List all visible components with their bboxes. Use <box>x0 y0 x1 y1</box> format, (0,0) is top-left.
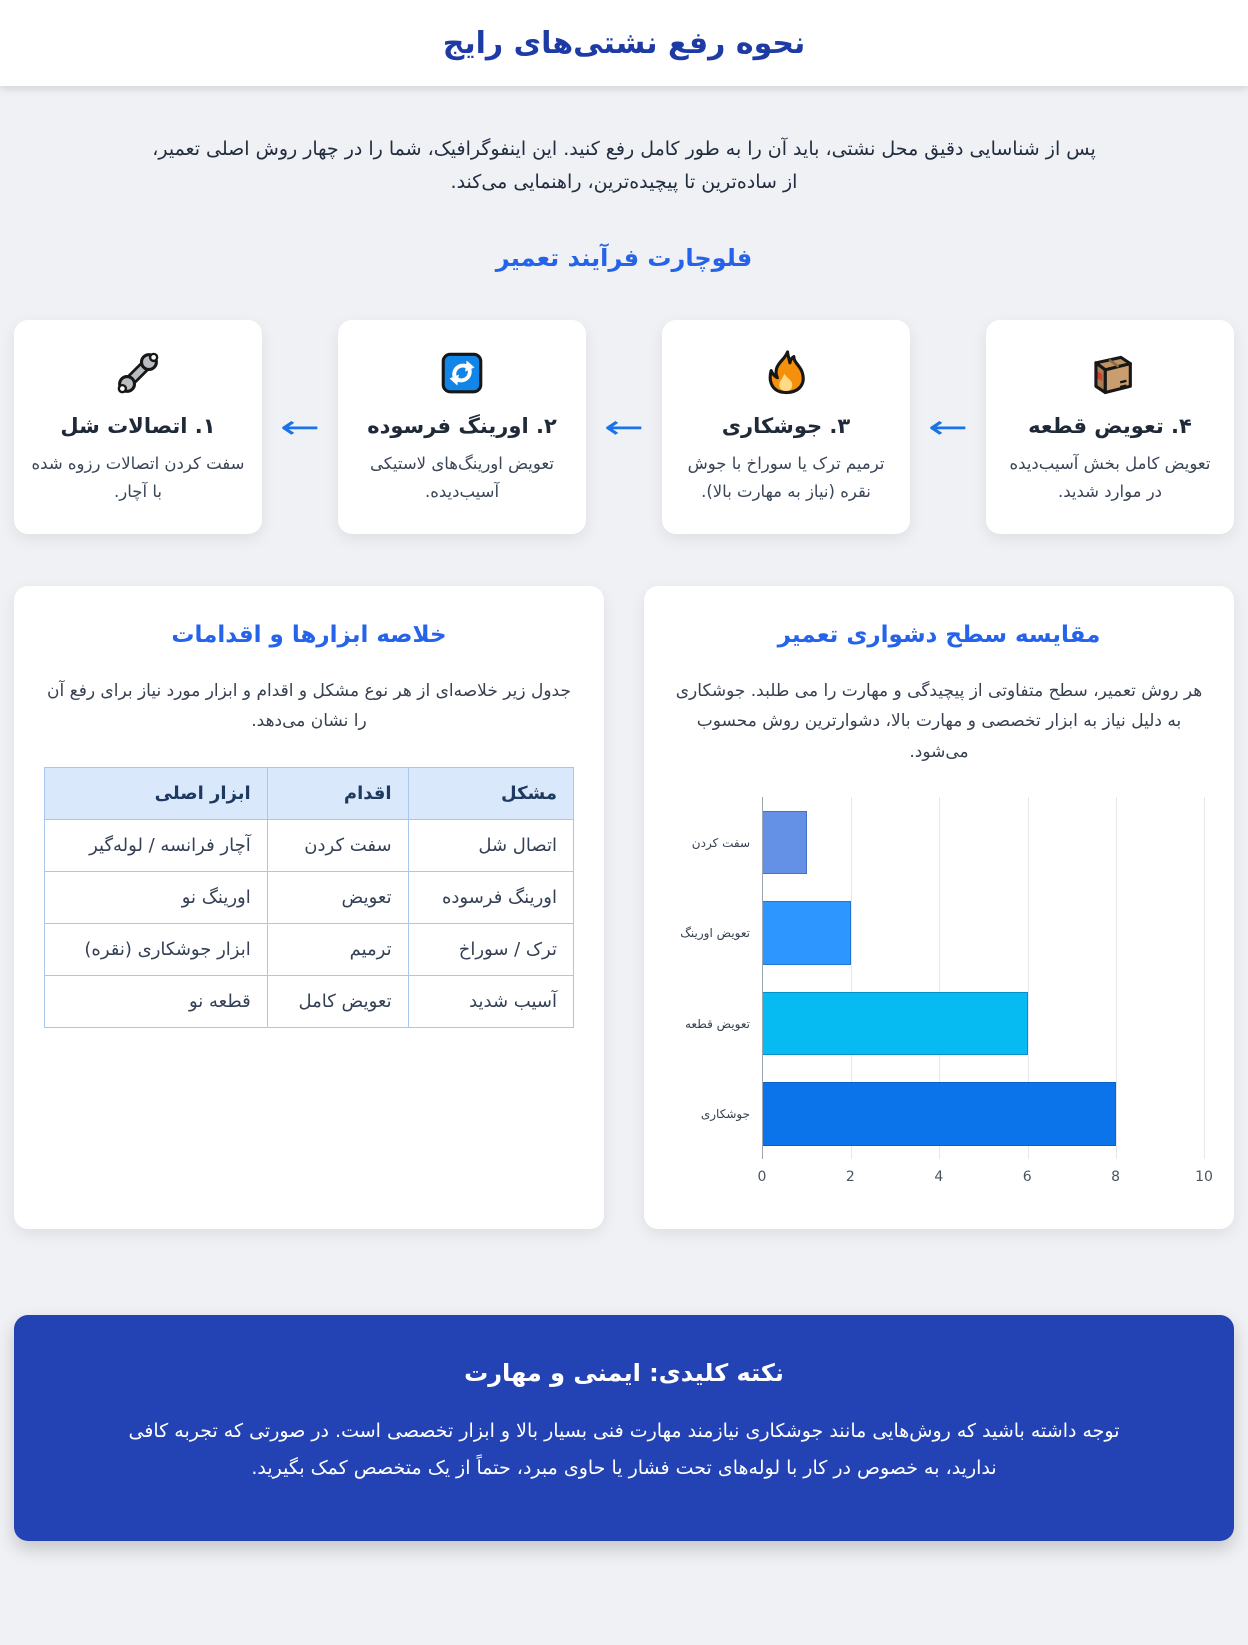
difficulty-card-desc: هر روش تعمیر، سطح متفاوتی از پیچیدگی و مهارت را می طلبد. جوشکاری به دلیل نیاز به ابزار تخصصی و مهارت بالا، دشوارترین روش محسوب می‌شود. <box>675 680 1203 762</box>
refresh-icon <box>354 348 570 400</box>
flow-step-card-4 <box>986 320 1234 534</box>
chart-xtick-label: 10 <box>1195 1169 1213 1186</box>
step-title: ۱. اتصالات شل <box>60 413 216 438</box>
chart-xticks <box>757 1159 1213 1189</box>
step-desc: تعویض اورینگ‌های لاستیکی آسیب‌دیده. <box>370 453 554 501</box>
chart-category-label: سفت کردن <box>691 835 750 850</box>
difficulty-chart <box>674 797 1213 1189</box>
header <box>0 0 1248 86</box>
table-row <box>45 871 574 923</box>
table-row <box>45 923 574 975</box>
chart-bar <box>763 992 1028 1055</box>
difficulty-card-title: مقایسه سطح دشواری تعمیر <box>777 621 1101 648</box>
flowchart-section-title: فلوچارت فرآیند تعمیر <box>495 243 753 272</box>
chart-category-label: تعویض قطعه <box>685 1016 750 1031</box>
table-cell: تعویض کامل <box>267 975 408 1027</box>
chart-bar <box>763 811 807 874</box>
table-cell: آسیب شدید <box>408 975 573 1027</box>
summary-card-desc: جدول زیر خلاصه‌ای از هر نوع مشکل و اقدام و ابزار مورد نیاز برای رفع آن را نشان می‌دهد. <box>47 680 571 732</box>
intro-text: پس از شناسایی دقیق محل نشتی، باید آن را به طور کامل رفع کنید. این اینفوگرافیک، شما را در چهار روش اصلی تعمیر، از ساده‌ترین تا پیچیده‌ترین، راهنمایی می‌کند. <box>152 138 1096 194</box>
left-arrow-icon: ← <box>927 407 969 446</box>
left-arrow-icon: ← <box>279 407 321 446</box>
chart-bar <box>763 901 851 964</box>
flow-step-card-2 <box>338 320 586 534</box>
chart-xtick-label: 0 <box>757 1169 767 1186</box>
table-cell: قطعه نو <box>45 975 268 1027</box>
table-header-cell: ابزار اصلی <box>45 767 268 819</box>
table-cell: اتصال شل <box>408 819 573 871</box>
chart-xtick-label: 6 <box>1022 1169 1032 1186</box>
note-card <box>14 1315 1234 1541</box>
flow-step-card-1 <box>14 320 262 534</box>
table-header-cell: مشکل <box>408 767 573 819</box>
chart-xtick-label: 8 <box>1111 1169 1121 1186</box>
table-cell: سفت کردن <box>267 819 408 871</box>
chart-gridline <box>1204 797 1205 1159</box>
chart-xtick-label: 2 <box>845 1169 855 1186</box>
table-cell: آچار فرانسه / لوله‌گیر <box>45 819 268 871</box>
chart-bar <box>763 1082 1116 1145</box>
table-header-cell: اقدام <box>267 767 408 819</box>
table-cell: ترمیم <box>267 923 408 975</box>
table-header-row <box>45 767 574 819</box>
flowchart-row <box>14 320 1234 534</box>
note-body: توجه داشته باشید که روش‌هایی مانند جوشکاری نیازمند مهارت فنی بسیار بالا و ابزار تخصصی است. در صورتی که تجربه کافی ندارید، به خصوص در کار با لوله‌های تحت فشار یا حاوی مبرد، حتماً از یک متخصص کمک بگیرید. <box>128 1420 1120 1480</box>
chart-category-labels <box>674 797 762 1159</box>
chart-bar-row <box>763 978 1204 1069</box>
step-desc: ترمیم ترک یا سوراخ با جوش نقره (نیاز به مهارت بالا). <box>687 453 885 501</box>
tools-table <box>44 767 574 1028</box>
step-title: ۴. تعویض قطعه <box>1028 413 1192 438</box>
chart-xtick-label: 4 <box>934 1169 944 1186</box>
chart-bar-row <box>763 797 1204 888</box>
table-row <box>45 975 574 1027</box>
package-icon <box>1002 348 1218 400</box>
step-title: ۲. اورینگ فرسوده <box>367 413 557 438</box>
page-title: نحوه رفع نشتی‌های رایج <box>442 25 806 61</box>
page-content <box>14 105 1234 1541</box>
summary-card-title: خلاصه ابزارها و اقدامات <box>171 621 447 648</box>
left-arrow-icon: ← <box>603 407 645 446</box>
step-desc: سفت کردن اتصالات رزوه شده با آچار. <box>31 453 245 501</box>
wrench-icon <box>30 348 246 400</box>
flow-step-card-3 <box>662 320 910 534</box>
note-title: نکته کلیدی: ایمنی و مهارت <box>464 1359 784 1388</box>
step-title: ۳. جوشکاری <box>721 413 851 438</box>
summary-card <box>14 586 604 1230</box>
step-desc: تعویض کامل بخش آسیب‌دیده در موارد شدید. <box>1009 453 1211 501</box>
fire-icon <box>678 348 894 400</box>
table-cell: تعویض <box>267 871 408 923</box>
details-row <box>14 586 1234 1230</box>
chart-category-label: جوشکاری <box>700 1107 750 1122</box>
difficulty-card <box>644 586 1234 1230</box>
table-cell: ابزار جوشکاری (نقره) <box>45 923 268 975</box>
table-cell: اورینگ نو <box>45 871 268 923</box>
table-row <box>45 819 574 871</box>
chart-bar-row <box>763 1069 1204 1160</box>
chart-bar-row <box>763 888 1204 979</box>
chart-plot <box>762 797 1204 1159</box>
chart-category-label: تعویض اورینگ <box>680 926 750 941</box>
chart-rows <box>763 797 1204 1159</box>
table-cell: اورینگ فرسوده <box>408 871 573 923</box>
table-cell: ترک / سوراخ <box>408 923 573 975</box>
